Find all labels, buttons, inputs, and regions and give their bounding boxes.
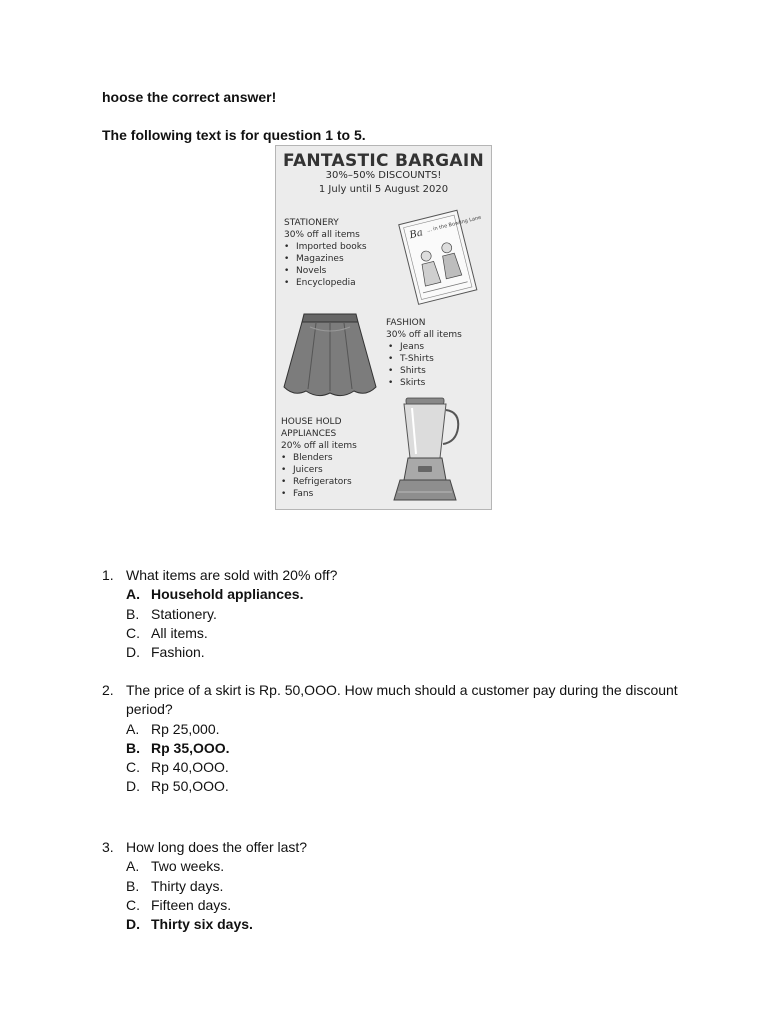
option-letter: A. xyxy=(126,586,140,603)
answer-option-a xyxy=(126,857,702,876)
household-heading-line1: HOUSE HOLD xyxy=(281,417,342,427)
fashion-item: • Skirts xyxy=(386,377,462,389)
question-1 xyxy=(102,566,702,662)
flyer-dates: 1 July until 5 August 2020 xyxy=(318,184,449,195)
answer-options xyxy=(126,857,702,934)
question-number: 2. xyxy=(102,682,114,698)
skirt-image xyxy=(280,309,380,401)
fashion-offer: 30% off all items xyxy=(386,330,462,340)
option-letter: C. xyxy=(126,759,140,776)
fashion-item: • T-Shirts xyxy=(386,353,462,365)
option-text: Thirty six days. xyxy=(151,916,253,933)
stationery-item: • Imported books xyxy=(284,241,367,253)
option-text: Stationery. xyxy=(151,605,217,622)
option-letter: A. xyxy=(126,858,140,875)
answer-option-b xyxy=(126,739,702,758)
question-number: 1. xyxy=(102,567,114,583)
answer-option-b xyxy=(126,877,702,896)
fashion-section xyxy=(386,317,462,389)
question-number: 3. xyxy=(102,839,114,855)
option-letter: B. xyxy=(126,877,140,894)
stationery-section xyxy=(284,217,367,289)
household-heading-line2: APPLIANCES xyxy=(281,429,337,439)
advertisement-flyer xyxy=(275,145,492,510)
option-text: Thirty days. xyxy=(151,877,224,894)
magazine-image xyxy=(394,208,484,308)
household-item: • Fans xyxy=(281,488,357,500)
option-letter: D. xyxy=(126,778,140,795)
option-text: Rp 35,OOO. xyxy=(151,739,230,756)
answer-option-a xyxy=(126,720,702,739)
instruction-text: hoose the correct answer! xyxy=(102,89,277,105)
fashion-item: • Jeans xyxy=(386,341,462,353)
answer-option-d xyxy=(126,777,702,796)
option-letter: C. xyxy=(126,896,140,913)
answer-option-a xyxy=(126,585,702,604)
intro-text: The following text is for question 1 to 5. xyxy=(102,127,366,143)
fashion-item: • Shirts xyxy=(386,365,462,377)
stationery-heading: STATIONERY xyxy=(284,218,339,228)
flyer-title: FANTASTIC BARGAIN xyxy=(282,151,484,171)
option-text: Fifteen days. xyxy=(151,896,232,913)
flyer-discount: 30%–50% DISCOUNTS! xyxy=(325,170,442,181)
question-2 xyxy=(102,681,702,797)
fashion-heading: FASHION xyxy=(386,318,426,328)
option-text: All items. xyxy=(151,624,208,641)
option-letter: A. xyxy=(126,720,140,737)
household-item: • Juicers xyxy=(281,464,357,476)
question-text: The price of a skirt is Rp. 50,OOO. How much should a customer pay during the discount period? xyxy=(126,682,678,718)
stationery-item: • Magazines xyxy=(284,253,367,265)
blender-image xyxy=(388,396,468,504)
fashion-list xyxy=(386,341,462,389)
magazine-cover-text: ... in the Bowling Lane xyxy=(426,214,482,234)
option-letter: B. xyxy=(126,605,140,622)
household-item: • Refrigerators xyxy=(281,476,357,488)
option-text: Rp 40,OOO. xyxy=(151,759,229,776)
option-letter: C. xyxy=(126,624,140,641)
stationery-item: • Encyclopedia xyxy=(284,277,367,289)
answer-option-c xyxy=(126,758,702,777)
option-text: Household appliances. xyxy=(151,586,304,603)
answer-options xyxy=(126,720,702,797)
stationery-list xyxy=(284,241,367,289)
option-letter: D. xyxy=(126,644,140,661)
answer-options xyxy=(126,585,702,662)
option-letter: D. xyxy=(126,916,140,933)
stationery-offer: 30% off all items xyxy=(284,230,360,240)
household-offer: 20% off all items xyxy=(281,441,357,451)
answer-option-d xyxy=(126,915,702,934)
option-text: Rp 25,000. xyxy=(151,720,220,737)
answer-option-c xyxy=(126,624,702,643)
household-section xyxy=(281,416,357,500)
question-text: What items are sold with 20% off? xyxy=(126,567,338,583)
option-text: Two weeks. xyxy=(151,858,225,875)
answer-option-d xyxy=(126,643,702,662)
household-item: • Blenders xyxy=(281,452,357,464)
option-letter: B. xyxy=(126,739,140,756)
question-3 xyxy=(102,838,702,934)
answer-option-b xyxy=(126,605,702,624)
option-text: Rp 50,OOO. xyxy=(151,778,229,795)
option-text: Fashion. xyxy=(151,644,205,661)
household-list xyxy=(281,452,357,500)
stationery-item: • Novels xyxy=(284,265,367,277)
answer-option-c xyxy=(126,896,702,915)
question-text: How long does the offer last? xyxy=(126,839,308,855)
svg-text:Ba: Ba xyxy=(408,227,425,242)
